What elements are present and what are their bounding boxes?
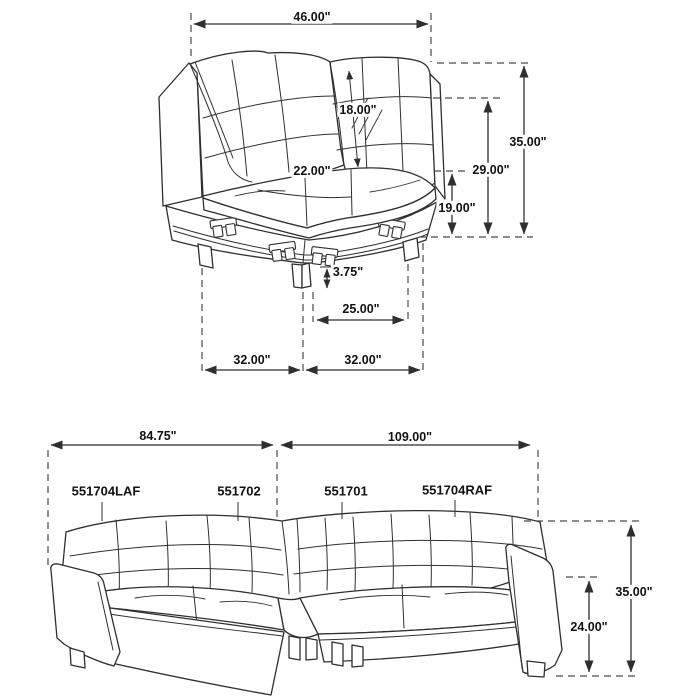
corner-back-cushion-height-label: 18.00" [339,102,377,117]
part-number-551704raf: 551704RAF [421,482,493,498]
sectional-drawing [51,511,562,695]
sectional-right-width-label: 109.00" [387,429,433,444]
corner-leg-height-label: 3.75" [332,264,364,279]
corner-right-half-width-label: 32.00" [344,352,382,367]
corner-seat-height-label: 19.00" [438,200,476,215]
corner-overall-width-label: 46.00" [293,9,331,24]
sectional-left-width-label: 84.75" [139,428,177,443]
sectional-overall-height-label: 35.00" [615,584,653,599]
corner-back-height-label: 29.00" [472,162,510,177]
corner-overall-height-label: 35.00" [509,134,547,149]
corner-seat-depth-label: 22.00" [293,163,331,178]
sectional-arm-height-label: 24.00" [570,619,608,634]
corner-inner-width-label: 25.00" [342,301,380,316]
part-number-551701: 551701 [324,483,368,499]
corner-left-half-width-label: 32.00" [233,352,271,367]
part-number-551702: 551702 [217,483,261,499]
part-number-551704laf: 551704LAF [71,483,141,499]
